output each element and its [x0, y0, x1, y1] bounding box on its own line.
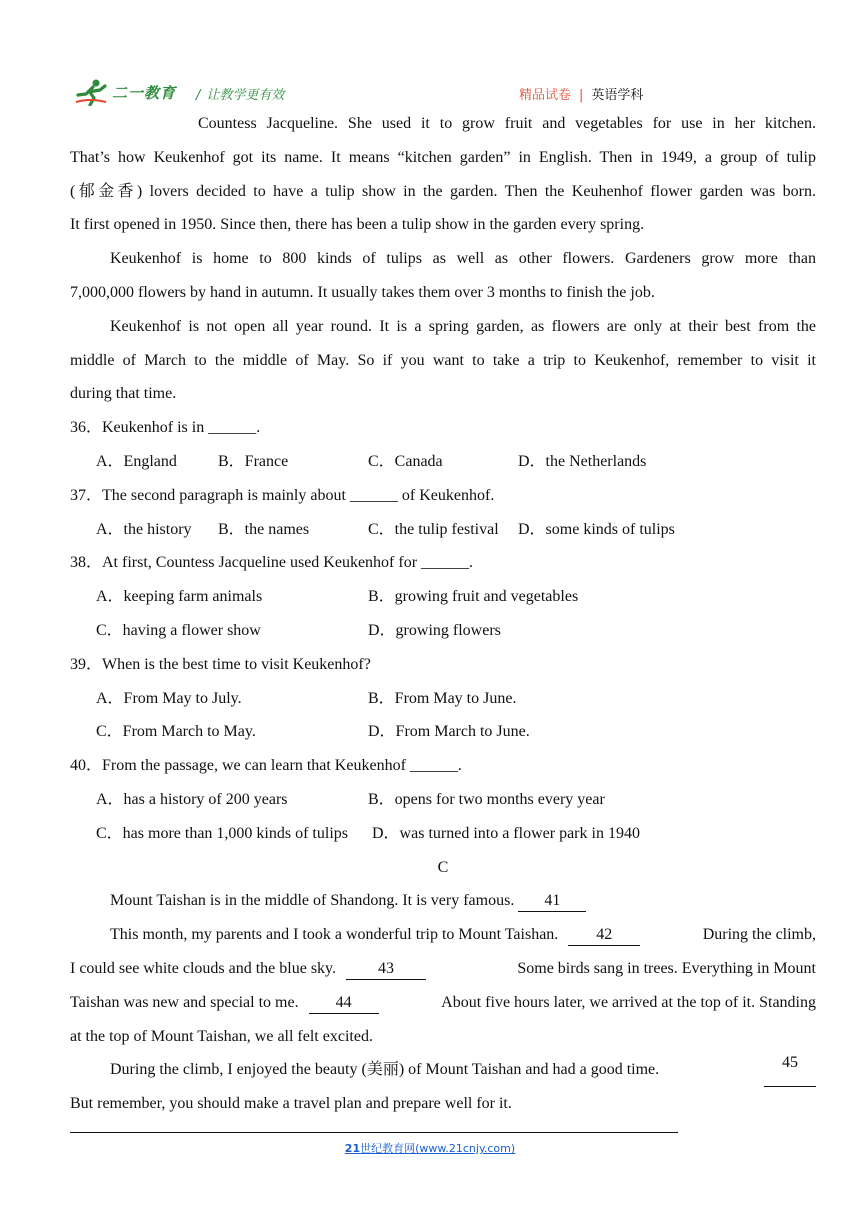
option-c: C．From March to May.: [96, 723, 256, 741]
footer-divider: [70, 1132, 678, 1133]
blank-43: 43: [346, 959, 426, 980]
page-header: [74, 78, 814, 108]
blank-44: 44: [309, 993, 379, 1014]
passage-line: Keukenhof is not open all year round. It is a spring garden, as flowers are only at their best from the: [110, 317, 816, 335]
question-37-stem: 37．The second paragraph is mainly about ______ of Keukenhof.: [70, 486, 495, 504]
option-c: C．the tulip festival: [368, 520, 499, 538]
option-d: D．was turned into a flower park in 1940: [372, 824, 640, 842]
question-36-stem: 36．Keukenhof is in ______.: [70, 419, 261, 437]
question-37-options: [70, 513, 816, 547]
option-c: C．has more than 1,000 kinds of tulips: [96, 824, 348, 842]
section-c-line: During the climb, I enjoyed the beauty (美丽) of Mount Taishan and had a good time. 45: [70, 1053, 816, 1087]
blank-41: 41: [518, 891, 586, 912]
site-logo: [74, 78, 176, 106]
premium-label: 精品试卷: [519, 88, 572, 103]
passage-line: Countess Jacqueline. She used it to grow fruit and vegetables for use in her kitchen.: [198, 115, 816, 132]
option-d: D．some kinds of tulips: [518, 520, 675, 538]
subject-label: 英语学科: [591, 88, 644, 103]
question-39-options-ab: [70, 682, 816, 716]
section-c-line: Taishan was new and special to me. 44 About five hours later, we arrived at the top of it. Standing: [70, 986, 816, 1020]
passage-line: (郁金香) lovers decided to have a tulip show in the garden. Then the Keuhenhof flower garden was born.: [70, 182, 816, 200]
section-c-line: Mount Taishan is in the middle of Shandong. It is very famous. 41: [70, 884, 816, 918]
blank-45: 45: [764, 1053, 816, 1087]
section-c-line: This month, my parents and I took a wonderful trip to Mount Taishan. 42 During the climb,: [70, 918, 816, 952]
option-a: A．has a history of 200 years: [96, 790, 288, 808]
question-40-options-cd: [70, 817, 816, 851]
section-c-line: But remember, you should make a travel plan and prepare well for it.: [70, 1095, 512, 1113]
passage-line: during that time.: [70, 385, 177, 403]
runner-logo-icon: [74, 78, 110, 106]
option-c: C．Canada: [368, 452, 443, 470]
question-39-stem: 39．When is the best time to visit Keukenhof?: [70, 655, 371, 673]
question-38-stem: 38．At first, Countess Jacqueline used Keukenhof for ______.: [70, 554, 474, 572]
question-39-options-cd: [70, 715, 816, 749]
passage-line: It first opened in 1950. Since then, there has been a tulip show in the garden every spring.: [70, 216, 645, 234]
option-b: B．France: [218, 452, 289, 470]
section-c-heading: C: [437, 858, 449, 876]
document-body: [70, 107, 816, 1121]
header-right: 精品试卷 | 英语学科: [519, 88, 644, 103]
option-d: D．the Netherlands: [518, 452, 647, 470]
footer-link[interactable]: 世纪教育网(www.21cnjy.com): [360, 1142, 516, 1155]
option-c: C．having a flower show: [96, 621, 261, 639]
option-d: D．From March to June.: [368, 723, 530, 741]
section-c-line: I could see white clouds and the blue sky. 43 Some birds sang in trees. Everything in Mount: [70, 952, 816, 986]
blank-42: 42: [568, 925, 640, 946]
question-38-options-cd: [70, 614, 816, 648]
passage-line: 7,000,000 flowers by hand in autumn. It usually takes them over 3 months to finish the job.: [70, 283, 655, 301]
option-a: A．From May to July.: [96, 689, 242, 707]
question-38-options-ab: [70, 580, 816, 614]
page-footer: [0, 1140, 860, 1156]
option-a: A．England: [96, 452, 177, 470]
option-d: D．growing flowers: [368, 621, 501, 639]
slogan-text: 让教学更有效: [206, 88, 285, 103]
passage-line: middle of March to the middle of May. So if you want to take a trip to Keukenhof, remember to visit it: [70, 351, 816, 369]
question-36-options: [70, 445, 816, 479]
option-b: B．the names: [218, 520, 310, 538]
passage-line: Keukenhof is home to 800 kinds of tulips as well as other flowers. Gardeners grow more than: [110, 250, 816, 268]
passage-line: That’s how Keukenhof got its name. It means “kitchen garden” in English. Then in 1949, a group of tulip: [70, 148, 816, 166]
option-b: B．From May to June.: [368, 689, 517, 707]
question-40-stem: 40．From the passage, we can learn that Keukenhof ______.: [70, 757, 462, 775]
question-40-options-ab: [70, 783, 816, 817]
option-a: A．keeping farm animals: [96, 588, 263, 606]
logo-text: 二一教育: [112, 83, 177, 102]
option-b: B．opens for two months every year: [368, 790, 605, 808]
section-c-line: at the top of Mount Taishan, we all felt excited.: [70, 1027, 373, 1045]
option-a: A．the history: [96, 520, 192, 538]
slogan: / 让教学更有效: [196, 88, 285, 103]
option-b: B．growing fruit and vegetables: [368, 588, 579, 606]
footer-num[interactable]: 21: [344, 1142, 361, 1155]
